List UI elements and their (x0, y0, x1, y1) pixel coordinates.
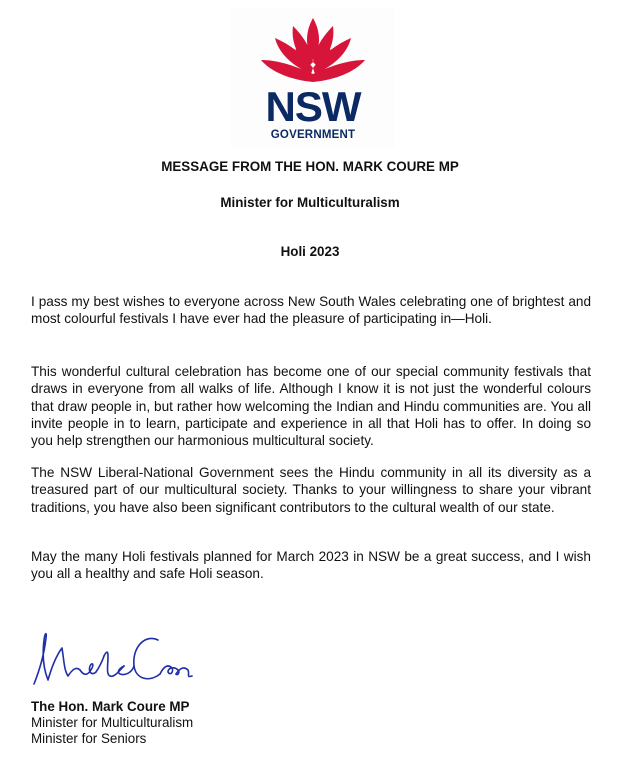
occasion-title: Holi 2023 (280, 244, 340, 259)
signatory-name: The Hon. Mark Coure MP (31, 699, 190, 714)
paragraph-3: The NSW Liberal-National Government sees the Hindu community in all its diversity as a treasured part of our multicultural society. Thanks to your willingness to share your vibrant traditions, you have also been significant contributors to the cultural wealth of our state. (31, 465, 591, 515)
signatory-title-1: Minister for Multiculturalism (31, 715, 194, 731)
paragraph-2: This wonderful cultural celebration has become one of our special community festivals that draws in everyone from all walks of life. Although I know it is not just the wonderful colours that draw people in, but rather how welcoming the Indian and Hindu communities are. You all invite people in to learn, participate and experience in all that Holi has to offer. In doing so you help strengthen our harmonious multicultural society. (31, 364, 591, 449)
waratah-flower-icon (231, 8, 395, 88)
paragraph-4: May the many Holi festivals planned for March 2023 in NSW be a great success, and I wish you all a healthy and safe Holi season. (31, 549, 591, 582)
message-title: MESSAGE FROM THE HON. MARK COURE MP (161, 159, 459, 174)
nsw-government-logo (231, 8, 395, 148)
signatory-title-2: Minister for Seniors (31, 731, 147, 747)
paragraph-1: I pass my best wishes to everyone across New South Wales celebrating one of brightest and most colourful festivals I have ever had the pleasure of participating in—Holi. (31, 294, 591, 327)
handwritten-signature (28, 626, 198, 692)
signature-block (31, 699, 193, 748)
minister-role: Minister for Multiculturalism (220, 195, 400, 210)
logo-nsw-text: NSW (265, 83, 361, 130)
logo-government-text: GOVERNMENT (270, 129, 356, 141)
